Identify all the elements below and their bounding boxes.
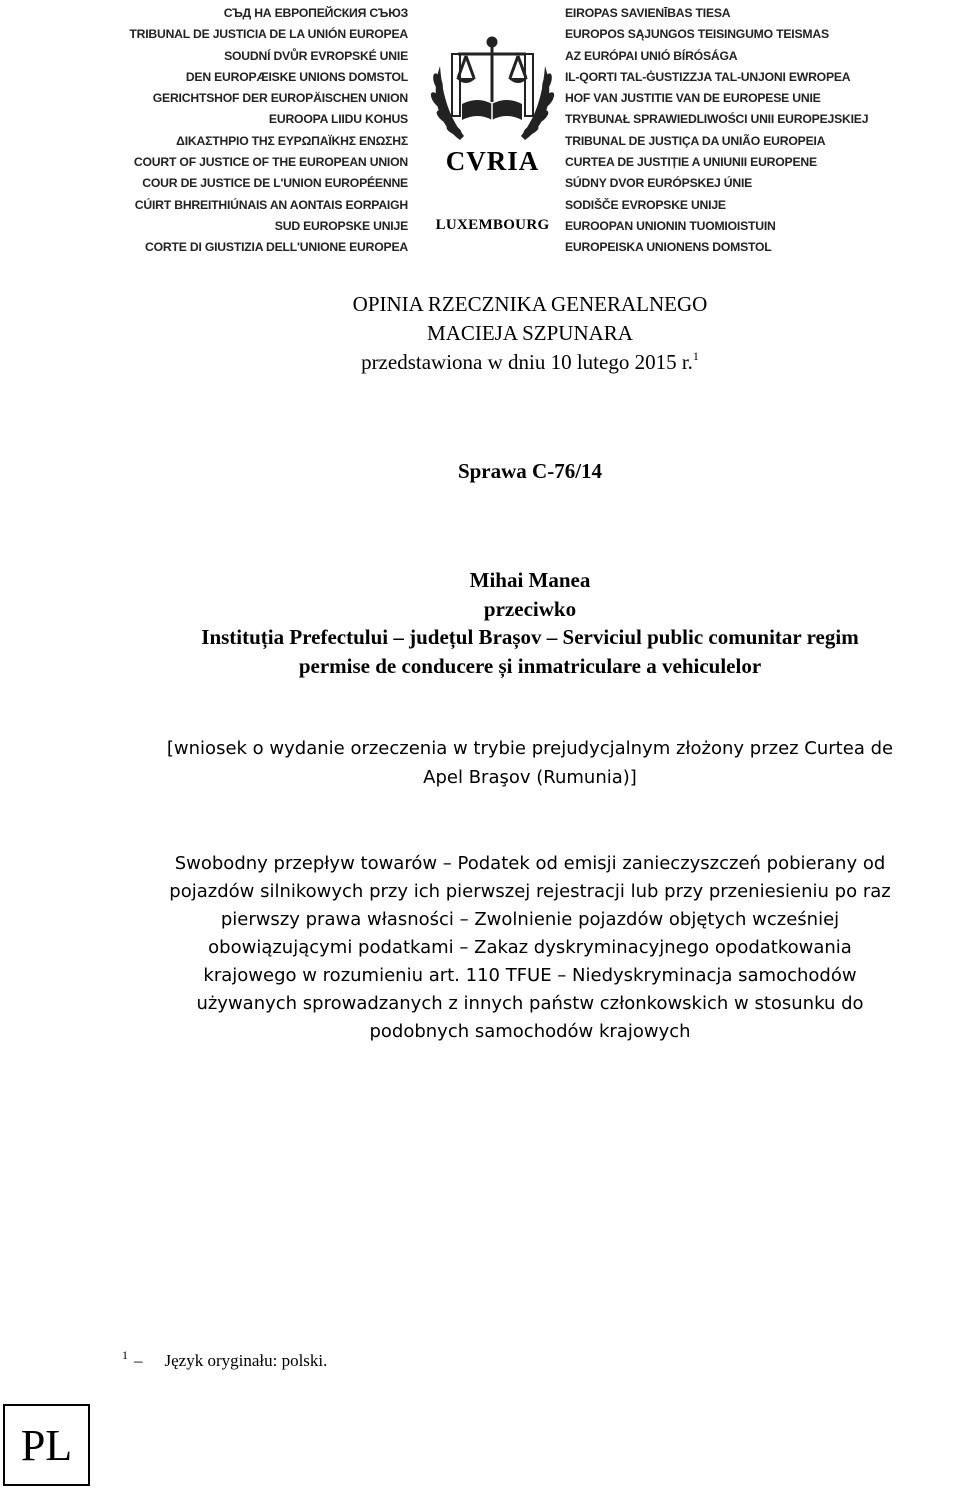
delivery-date-line	[160, 348, 900, 377]
court-name: EUROOPAN UNIONIN TUOMIOISTUIN	[565, 218, 776, 233]
court-name: EUROPOS SĄJUNGOS TEISINGUMO TEISMAS	[565, 27, 829, 42]
court-name: SÚDNY DVOR EURÓPSKEJ ÚNIE	[565, 176, 753, 191]
case-number: Sprawa C-76/14	[457, 459, 603, 483]
court-name: EUROOPA LIIDU KOHUS	[268, 112, 408, 127]
court-name: ΔΙΚΑΣΤΗΡΙΟ ΤΗΣ ΕΥΡΩΠΑΪΚΗΣ ΕΝΩΣΗΣ	[176, 133, 408, 148]
court-name: TRIBUNAL DE JUSTICIA DE LA UNIÓN EUROPEA	[129, 27, 408, 42]
footnote-dash: –	[134, 1351, 143, 1370]
court-names-left	[129, 3, 408, 259]
keyword-line: krajowego w rozumieniu art. 110 TFUE – Niedyskryminacja samochodów	[203, 965, 857, 986]
keyword-line: używanych sprowadzanych z innych państw członkowskich w stosunku do	[196, 993, 864, 1014]
court-name: AZ EURÓPAI UNIÓ BÍRÓSÁGA	[565, 48, 738, 63]
opinion-title: OPINIA RZECZNIKA GENERALNEGO	[352, 292, 708, 316]
referral-line: Apel Braşov (Rumunia)]	[423, 766, 637, 788]
court-name: GERICHTSHOF DER EUROPÄISCHEN UNION	[152, 91, 408, 106]
court-name: IL-QORTI TAL-ĠUSTIZZJA TAL-UNJONI EWROPEA	[565, 69, 851, 84]
applicant-name: Mihai Manea	[469, 568, 591, 592]
footnote-number: 1	[122, 1348, 128, 1362]
court-name: CURTEA DE JUSTIȚIE A UNIUNII EUROPENE	[565, 155, 817, 170]
referral-line: [wniosek o wydanie orzeczenia w trybie prejudycjalnym złożony przez Curtea de	[166, 738, 894, 759]
court-name: CÚIRT BHREITHIÚNAIS AN AONTAIS EORPAIGH	[134, 197, 408, 212]
case-parties	[130, 566, 930, 680]
referral-note	[110, 735, 950, 792]
cvria-emblem-text: CVRIA	[445, 146, 540, 176]
advocate-general-name: MACIEJA SZPUNARA	[427, 321, 633, 345]
opinion-heading	[160, 290, 900, 377]
court-name: COURT OF JUSTICE OF THE EUROPEAN UNION	[133, 155, 408, 170]
language-code-box: PL	[3, 1404, 90, 1486]
keyword-line: Swobodny przepływ towarów – Podatek od emisji zanieczyszczeń pobierany od	[174, 853, 886, 874]
court-name: SOUDNÍ DVŮR EVROPSKÉ UNIE	[224, 48, 408, 63]
court-name: CORTE DI GIUSTIZIA DELL'UNIONE EUROPEA	[145, 240, 408, 255]
keyword-line: obowiązującymi podatkami – Zakaz dyskryminacyjnego opodatkowania	[208, 937, 852, 958]
court-name: COUR DE JUSTICE DE L'UNION EUROPÉENNE	[142, 176, 408, 191]
court-name: HOF VAN JUSTITIE VAN DE EUROPESE UNIE	[565, 91, 821, 106]
keyword-line: pojazdów silnikowych przy ich pierwszej rejestracji lub przy przeniesieniu po raz	[169, 881, 891, 902]
versus-label: przeciwko	[483, 596, 577, 621]
court-name: EIROPAS SAVIENĪBAS TIESA	[565, 6, 731, 20]
footnote	[122, 1349, 327, 1374]
court-names-right	[565, 3, 868, 259]
court-name: SODIŠČE EVROPSKE UNIJE	[565, 197, 726, 212]
court-name: SUD EUROPSKE UNIJE	[274, 218, 408, 233]
footnote-reference[interactable]: 1	[692, 349, 699, 363]
keyword-line: podobnych samochodów krajowych	[369, 1021, 691, 1042]
court-name: СЪД НА ЕВРОПЕЙСКИЯ СЪЮЗ	[223, 6, 408, 20]
footnote-text: Język oryginału: polski.	[164, 1351, 328, 1370]
court-name: TRYBUNAŁ SPRAWIEDLIWOŚCI UNII EUROPEJSKIEJ	[565, 112, 869, 127]
court-name: TRIBUNAL DE JUSTIÇA DA UNIÃO EUROPEIA	[565, 133, 826, 148]
defendant-name-line1: Instituția Prefectului – județul Brașov – Serviciul public comunitar regim	[201, 625, 859, 649]
delivery-date: przedstawiona w dniu 10 lutego 2015 r.	[361, 350, 693, 374]
court-name: EUROPEISKA UNIONENS DOMSTOL	[565, 240, 772, 255]
court-name: DEN EUROPÆISKE UNIONS DOMSTOL	[185, 69, 408, 84]
defendant-name-line2: permise de conducere și inmatriculare a vehiculelor	[298, 653, 762, 678]
court-location: LUXEMBOURG	[435, 217, 550, 233]
keyword-line: pierwszy prawa własności – Zwolnienie pojazdów objętych wcześniej	[220, 909, 840, 930]
case-keywords	[110, 850, 950, 1046]
